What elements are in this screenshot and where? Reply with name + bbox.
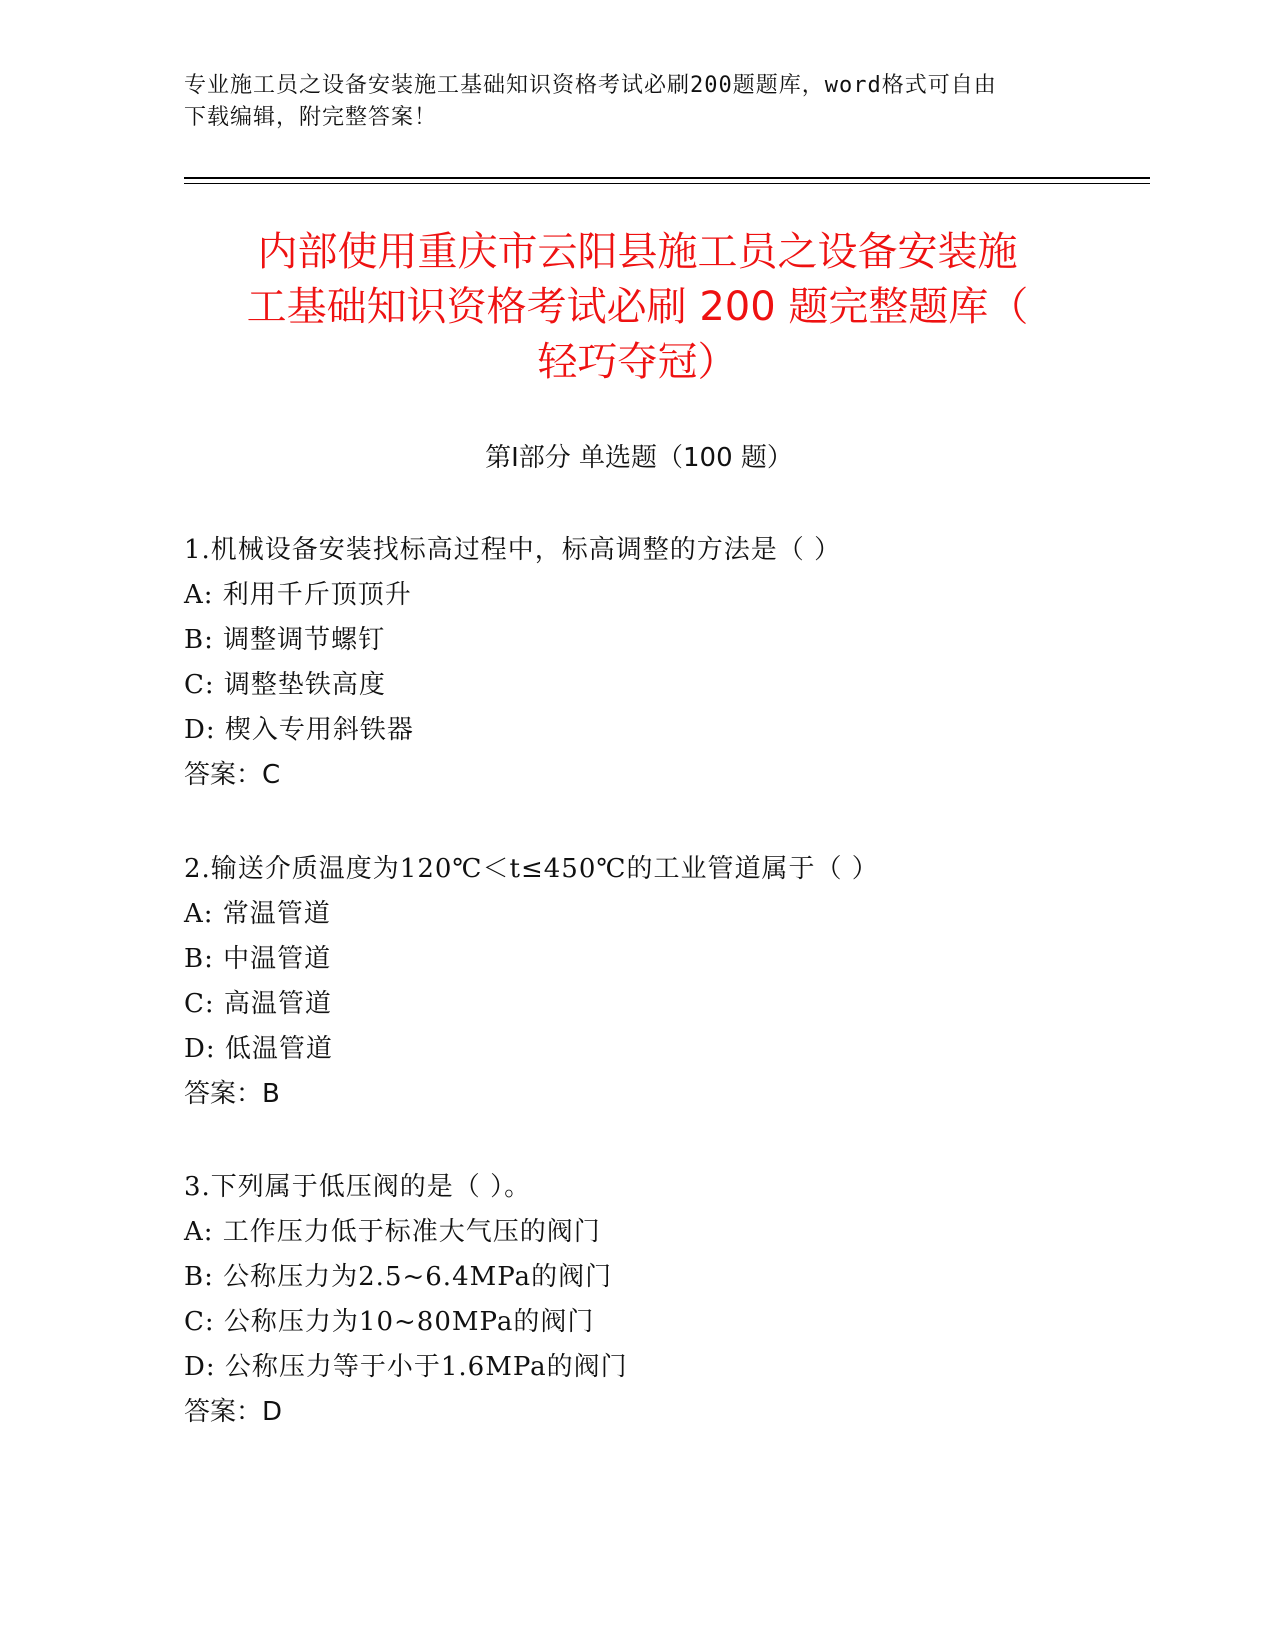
- question-2: [184, 847, 1124, 1117]
- page-header: [184, 70, 1064, 134]
- document-title: [170, 225, 1105, 390]
- option-a: A: 常温管道: [184, 899, 331, 929]
- question-stem: 3.下列属于低压阀的是（ ）。: [184, 1172, 532, 1202]
- answer-text: 答案：C: [184, 760, 281, 790]
- header-divider-thin: [184, 183, 1150, 184]
- question-stem: 2.输送介质温度为120℃＜t≤450℃的工业管道属于（ ）: [184, 854, 879, 884]
- option-a: A: 利用千斤顶顶升: [184, 580, 412, 610]
- option-d: D: 楔入专用斜铁器: [184, 715, 414, 745]
- option-d: D: 低温管道: [184, 1034, 333, 1064]
- answer-text: 答案：B: [184, 1079, 280, 1109]
- title-line-2: 工基础知识资格考试必刷 200 题完整题库（: [246, 284, 1029, 330]
- option-b: B: 调整调节螺钉: [184, 625, 386, 655]
- header-divider-thick: [184, 177, 1150, 179]
- title-line-1: 内部使用重庆市云阳县施工员之设备安装施: [257, 229, 1018, 275]
- question-1: [184, 528, 1124, 798]
- title-line-3: 轻巧夺冠）: [537, 339, 738, 385]
- option-c: C: 高温管道: [184, 989, 332, 1019]
- section-heading: 第Ⅰ部分 单选题（100 题）: [485, 443, 793, 473]
- option-c: C: 调整垫铁高度: [184, 670, 386, 700]
- header-line-2: 下载编辑，附完整答案！: [184, 105, 438, 130]
- option-c: C: 公称压力为10~80MPa的阀门: [184, 1307, 595, 1337]
- header-line-1: 专业施工员之设备安装施工基础知识资格考试必刷200题题库，word格式可自由: [184, 73, 997, 98]
- question-stem: 1.机械设备安装找标高过程中，标高调整的方法是（ ）: [184, 535, 842, 565]
- option-b: B: 中温管道: [184, 944, 332, 974]
- question-3: [184, 1165, 1124, 1435]
- option-d: D: 公称压力等于小于1.6MPa的阀门: [184, 1352, 628, 1382]
- answer-text: 答案：D: [184, 1397, 283, 1427]
- option-b: B: 公称压力为2.5~6.4MPa的阀门: [184, 1262, 613, 1292]
- option-a: A: 工作压力低于标准大气压的阀门: [184, 1217, 601, 1247]
